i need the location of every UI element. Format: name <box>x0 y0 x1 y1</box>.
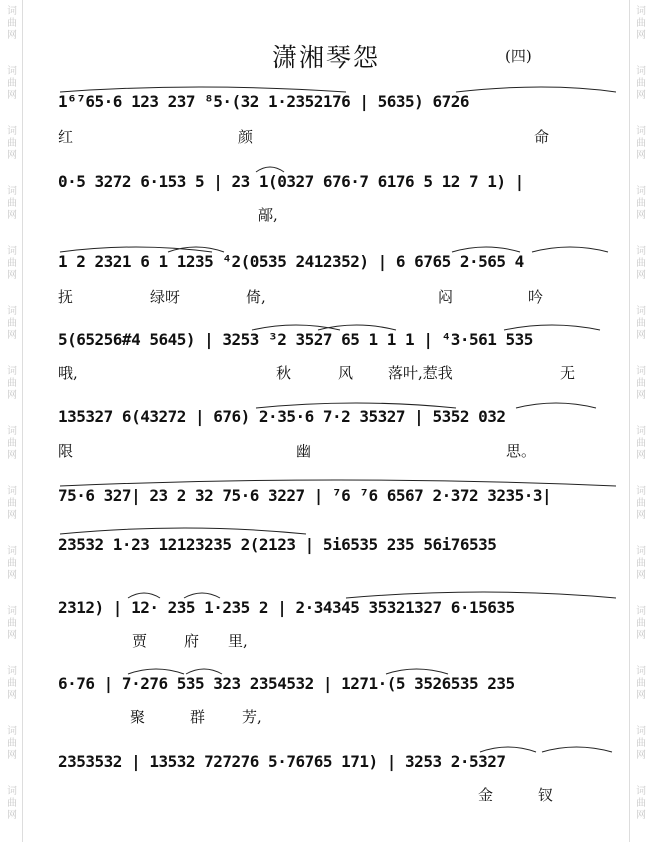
watermark-glyphs: 词 曲 网 <box>7 366 17 401</box>
page-title: 潇湘琴怨 <box>271 43 380 72</box>
lyric-word: 金 <box>478 786 494 804</box>
watermark-glyphs: 词 曲 网 <box>636 666 646 701</box>
lyric-word: 哦, <box>58 364 78 382</box>
slur-line-1 <box>56 80 616 94</box>
lyric-word: 落叶,惹我 <box>388 364 453 382</box>
watermark-glyphs: 词 曲 网 <box>636 786 646 821</box>
watermark-glyphs: 词 曲 网 <box>7 726 17 761</box>
slur-line-2 <box>56 160 616 174</box>
lyric-word: 吟 <box>528 288 544 306</box>
lyric-word: 思。 <box>506 442 537 460</box>
notation-line-6: 75·6 327| 23 2 32 75·6 3227 | ⁷6 ⁷6 6567 2·372 3235·3| <box>58 486 552 505</box>
watermark-glyphs: 词 曲 网 <box>636 66 646 101</box>
watermark-glyphs: 词 曲 网 <box>7 306 17 341</box>
watermark-glyphs: 词 曲 网 <box>636 246 646 281</box>
watermark-glyphs: 词 曲 网 <box>7 426 17 461</box>
lyric-word: 芳, <box>242 708 262 726</box>
notation-line-4: 5(65256#4 5645) | 3253 ³2 3527 65 1 1 1 | ⁴3·561 535 <box>58 330 533 349</box>
watermark-glyphs: 词 曲 网 <box>7 6 17 41</box>
watermark-glyphs: 词 曲 网 <box>7 486 17 521</box>
notation-line-9: 6·76 | 7·276 535 323 2354532 | 1271·(5 3526535 235 <box>58 674 515 693</box>
lyric-word: 秋 <box>276 364 292 382</box>
lyric-word: 聚 <box>130 708 146 726</box>
watermark-glyphs: 词 曲 网 <box>636 726 646 761</box>
lyric-word: 闷 <box>438 288 454 306</box>
watermark-glyphs: 词 曲 网 <box>7 126 17 161</box>
watermark-glyphs: 词 曲 网 <box>7 606 17 641</box>
watermark-glyphs: 词 曲 网 <box>7 246 17 281</box>
watermark-glyphs: 词 曲 网 <box>7 786 17 821</box>
notation-line-2: 0·5 3272 6·153 5 | 23 1(0327 676·7 6176 5 12 7 1) | <box>58 172 524 191</box>
notation-line-10: 2353532 | 13532 727276 5·76765 171) | 3253 2·5327 <box>58 752 506 771</box>
slur-line-7 <box>56 522 616 536</box>
watermark-glyphs: 词 曲 网 <box>636 486 646 521</box>
lyric-word: 命 <box>534 128 550 146</box>
watermark-glyphs: 词 曲 网 <box>7 546 17 581</box>
notation-line-1: 1⁶⁷65·6 123 237 ⁸5·(32 1·2352176 | 5635) 6726 <box>58 92 469 111</box>
slur-line-9 <box>56 662 616 676</box>
watermark-glyphs: 词 曲 网 <box>636 546 646 581</box>
lyric-word: 红 <box>58 128 74 146</box>
watermark-glyphs: 词 曲 网 <box>636 606 646 641</box>
lyric-word: 群 <box>190 708 206 726</box>
notation-line-3: 1 2 2321 6 1 1235 ⁴2(0535 2412352) | 6 6765 2·565 4 <box>58 252 524 271</box>
watermark-glyphs: 词 曲 网 <box>636 306 646 341</box>
lyric-word: 贾 <box>132 632 148 650</box>
watermark-glyphs: 词 曲 网 <box>7 66 17 101</box>
watermark-glyphs: 词 曲 网 <box>636 126 646 161</box>
lyric-word: 无 <box>560 364 576 382</box>
slur-line-3 <box>56 240 616 254</box>
lyric-word: 府 <box>184 632 200 650</box>
lyric-word: 钗 <box>538 786 554 804</box>
lyric-word: 幽 <box>296 442 312 460</box>
lyric-word: 倚, <box>246 288 266 306</box>
notation-line-7: 23532 1·23 12123235 2(2123 | 5i6535 235 56i76535 <box>58 535 497 554</box>
lyric-word: 限 <box>58 442 74 460</box>
slur-line-10 <box>56 740 616 754</box>
watermark-glyphs: 词 曲 网 <box>636 186 646 221</box>
watermark-glyphs: 词 曲 网 <box>636 426 646 461</box>
lyric-word: 鄗, <box>258 206 278 224</box>
lyric-word: 风 <box>338 364 354 382</box>
part-number: (四) <box>505 47 532 65</box>
notation-line-5: 135327 6(43272 | 676) 2·35·6 7·2 35327 | 5352 032 <box>58 407 506 426</box>
slur-line-6 <box>56 474 616 488</box>
watermark-glyphs: 词 曲 网 <box>7 186 17 221</box>
lyric-word: 颜 <box>238 128 254 146</box>
lyric-word: 抚 <box>58 288 74 306</box>
lyric-word: 绿呀 <box>150 288 181 306</box>
slur-line-8 <box>56 586 616 600</box>
lyric-word: 里, <box>228 632 248 650</box>
watermark-glyphs: 词 曲 网 <box>7 666 17 701</box>
slur-line-4 <box>56 318 616 332</box>
watermark-glyphs: 词 曲 网 <box>636 366 646 401</box>
slur-line-5 <box>56 396 616 410</box>
watermark-glyphs: 词 曲 网 <box>636 6 646 41</box>
notation-line-8: 2312) | 12· 235 1·235 2 | 2·34345 35321327 6·15635 <box>58 598 515 617</box>
